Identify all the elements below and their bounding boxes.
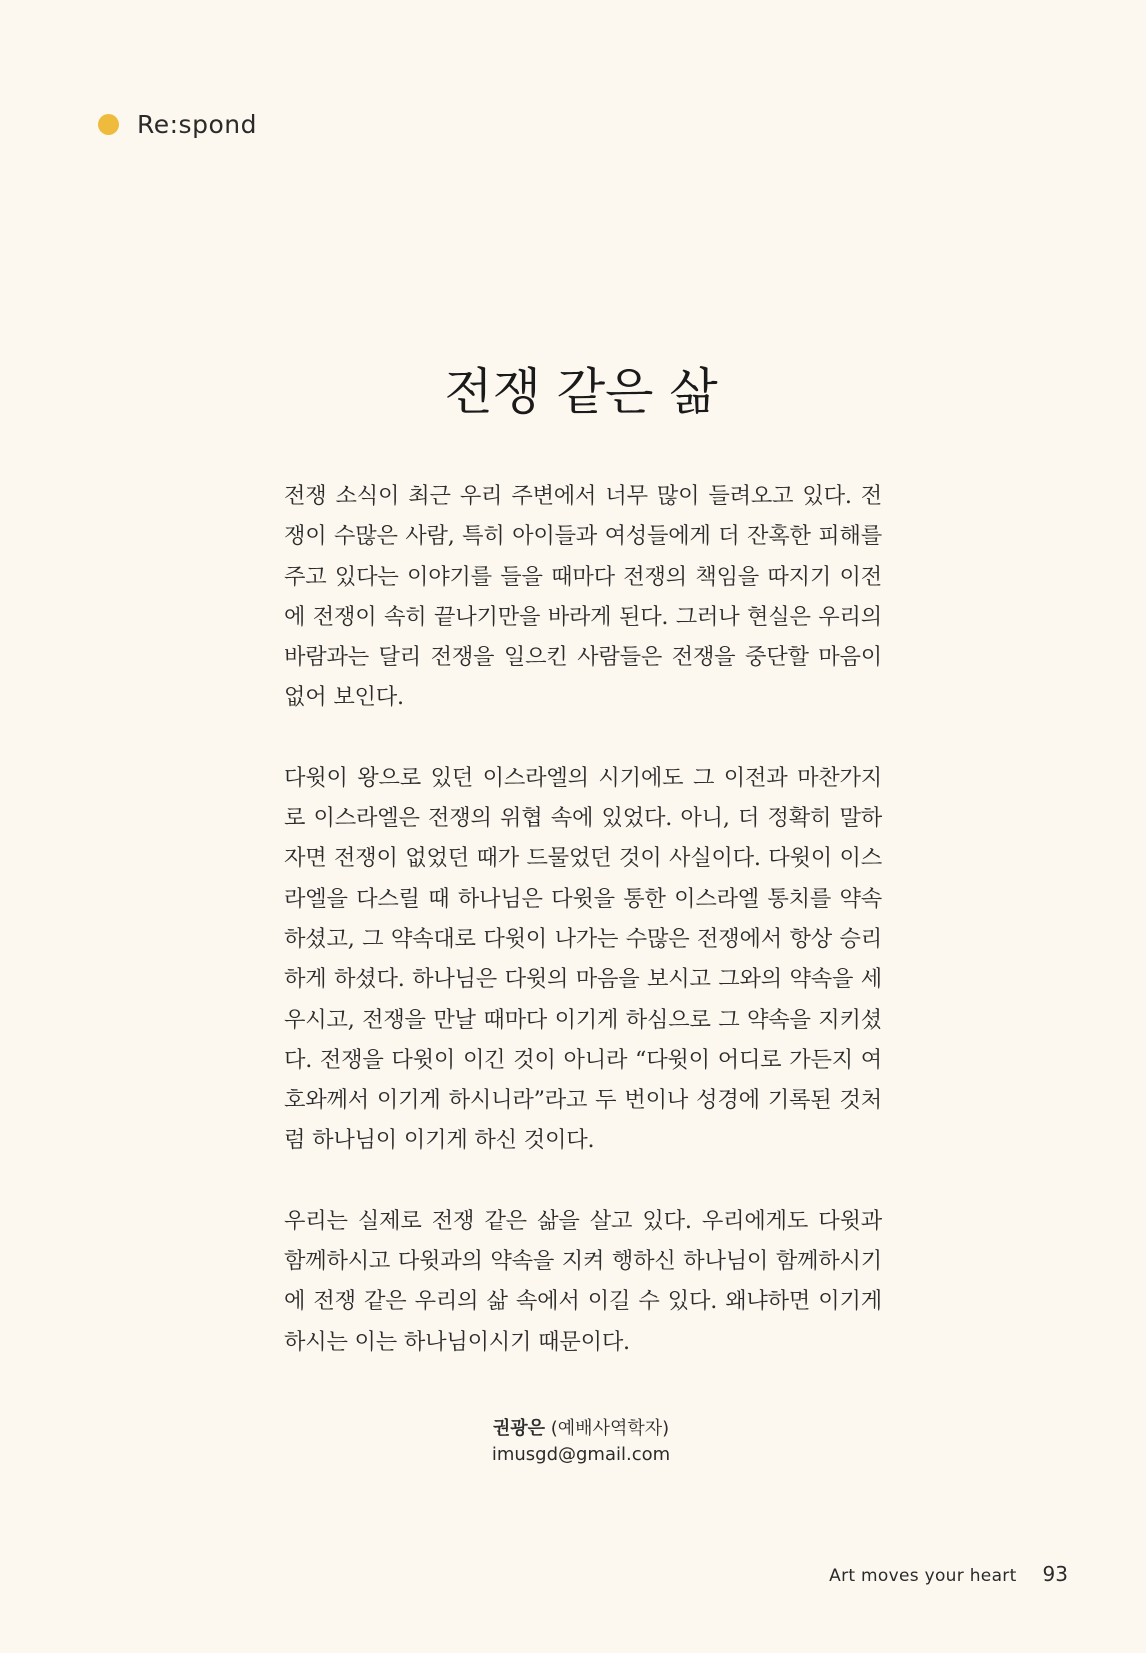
author-role: (예배사역학자)	[550, 1418, 670, 1439]
article-paragraph: 전쟁 소식이 최근 우리 주변에서 너무 많이 들려오고 있다. 전쟁이 수많은 사람, 특히 아이들과 여성들에게 더 잔혹한 피해를 주고 있다는 이야기를 들을 때마다 전쟁의 책임을 따지기 이전에 전쟁이 속히 끝나기만을 바라게 된다. 그러나 현실은 우리의 바람과는 달리 전쟁을 일으킨 사람들은 전쟁을 중단할 마음이 없어 보인다.	[284, 483, 882, 711]
footer-tagline: Art moves your heart	[829, 1566, 1017, 1586]
page-footer	[829, 1562, 1068, 1586]
section-header	[98, 110, 257, 139]
article-body	[284, 476, 882, 1402]
author-name: 권광은	[492, 1418, 546, 1439]
section-dot-icon	[98, 114, 119, 135]
page-number: 93	[1042, 1562, 1068, 1586]
author-email[interactable]: imusgd@gmail.com	[491, 1444, 671, 1465]
author-byline	[0, 1416, 1146, 1468]
article-paragraph: 우리는 실제로 전쟁 같은 삶을 살고 있다. 우리에게도 다윗과 함께하시고 다윗과의 약속을 지켜 행하신 하나님이 함께하시기에 전쟁 같은 우리의 삶 속에서 이길 수 있다. 왜냐하면 이기게 하시는 이는 하나님이시기 때문이다.	[284, 1207, 882, 1355]
article-paragraph: 다윗이 왕으로 있던 이스라엘의 시기에도 그 이전과 마찬가지로 이스라엘은 전쟁의 위협 속에 있었다. 아니, 더 정확히 말하자면 전쟁이 없었던 때가 드물었던 것이 사실이다. 다윗이 이스라엘을 다스릴 때 하나님은 다윗을 통한 이스라엘 통치를 약속 하셨고, 그 약속대로 다윗이 나가는 수많은 전쟁에서 항상 승리하게 하셨다. 하나님은 다윗의 마음을 보시고 그와의 약속을 세우시고, 전쟁을 만날 때마다 이기게 하심으로 그 약속을 지키셨다. 전쟁을 다윗이 이긴 것이 아니라 “다윗이 어디로 가든지 여호와께서 이기게 하시니라”라고 두 번이나 성경에 기록된 것처럼 하나님이 이기게 하신 것이다.	[284, 764, 882, 1154]
author-line	[0, 1416, 1146, 1442]
article-title: 전쟁 같은 삶	[444, 363, 718, 421]
section-label: Re:spond	[137, 110, 257, 139]
